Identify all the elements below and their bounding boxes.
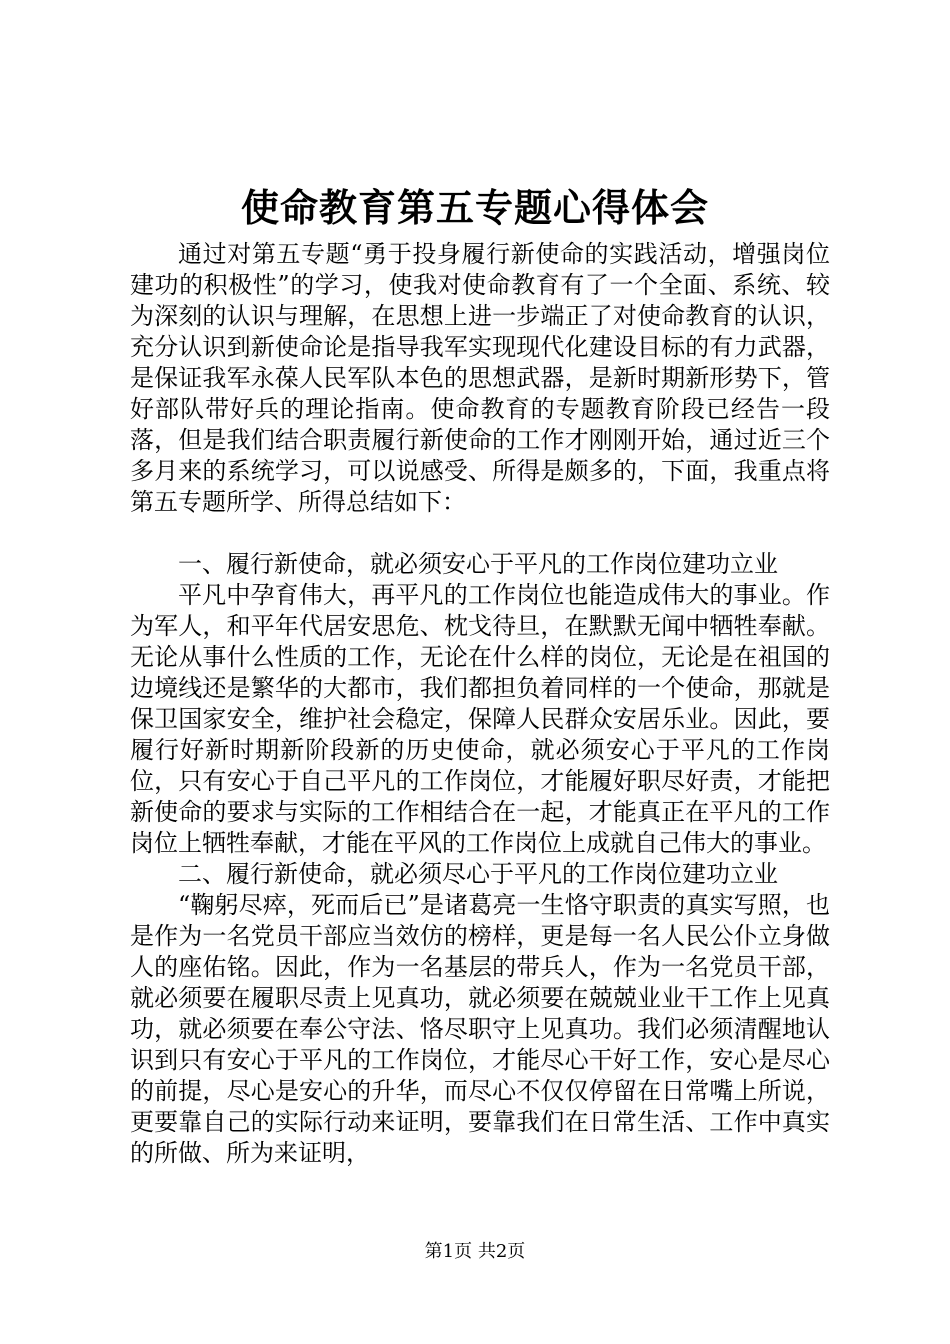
intro-paragraph: 通过对第五专题“勇于投身履行新使命的实践活动，增强岗位建功的积极性”的学习，使我对使命教育有了一个全面、系统、较为深刻的认识与理解，在思想上进一步端正了对使命教育的认识，充分认识到新使命论是指导我军实现现代化建设目标的有力武器，是保证我军永葆人民军队本色的思想武器，是新时期新形势下，管好部队带好兵的理论指南。使命教育的专题教育阶段已经告一段落，但是我们结合职责履行新使命的工作才刚刚开始，通过近三个多月来的系统学习，可以说感受、所得是颇多的，下面，我重点将第五专题所学、所得总结如下： xyxy=(130,240,830,516)
section-heading-2: 二、履行新使命，就必须尽心于平凡的工作岗位建功立业 xyxy=(178,860,778,888)
paragraph-spacer xyxy=(130,518,830,549)
document-title: 使命教育第五专题心得体会 xyxy=(240,185,709,230)
document-body xyxy=(130,239,830,1169)
section-paragraph-1: 平凡中孕育伟大，再平凡的工作岗位也能造成伟大的事业。作为军人，和平年代居安思危、枕戈待旦，在默默无闻中牺牲奉献。无论从事什么性质的工作，无论在什么样的岗位，无论是在祖国的边境线还是繁华的大都市，我们都担负着同样的一个使命，那就是保卫国家安全，维护社会稳定，保障人民群众安居乐业。因此，要履行好新时期新阶段新的历史使命，就必须安心于平凡的工作岗位，只有安心于自己平凡的工作岗位，才能履好职尽好责，才能把新使命的要求与实际的工作相结合在一起，才能真正在平凡的工作岗位上牺牲奉献，才能在平风的工作岗位上成就自己伟大的事业。 xyxy=(130,581,830,857)
section-paragraph-2: “鞠躬尽瘁，死而后已”是诸葛亮一生恪守职责的真实写照，也是作为一名党员干部应当效仿的榜样，更是每一名人民公仆立身做人的座佑铭。因此，作为一名基层的带兵人，作为一名党员干部，就必须要在履职尽责上见真功，就必须要在兢兢业业干工作上见真功，就必须要在奉公守法、恪尽职守上见真功。我们必须清醒地认识到只有安心于平凡的工作岗位，才能尽心干好工作，安心是尽心的前提，尽心是安心的升华，而尽心不仅仅停留在日常嘴上所说，更要靠自己的实际行动来证明，要靠我们在日常生活、工作中真实的所做、所为来证明， xyxy=(130,891,830,1167)
page-footer: 第1页 共2页 xyxy=(424,1241,526,1262)
section-heading-1: 一、履行新使命，就必须安心于平凡的工作岗位建功立业 xyxy=(178,550,778,578)
